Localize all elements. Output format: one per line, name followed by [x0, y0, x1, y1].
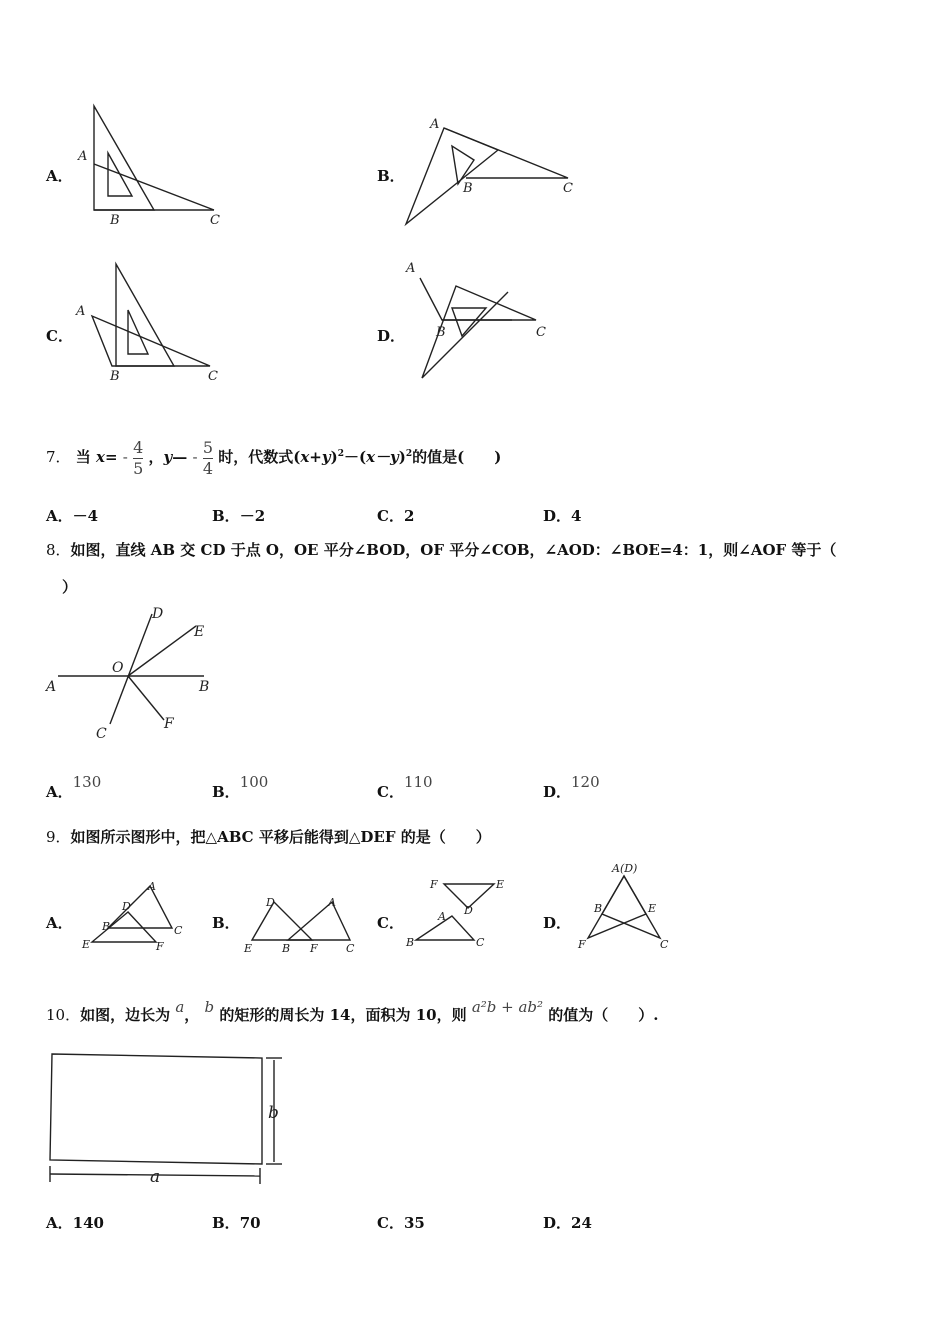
q8-label-a: A [46, 679, 57, 695]
q6-option-b-label[interactable]: B． [377, 167, 405, 185]
q7-y-den: 4 [202, 458, 213, 478]
q10-option-a-value: 140 [72, 1214, 104, 1232]
q7-close2: ) [398, 448, 406, 466]
q7-option-d-label: D． [543, 507, 572, 525]
q9-option-a-label[interactable]: A． [46, 914, 73, 932]
q9c-label-e: E [496, 878, 505, 891]
q9a-label-d: D [122, 900, 131, 913]
q9-option-c-label[interactable]: C． [377, 914, 404, 932]
q6-option-d-label[interactable]: D． [377, 327, 406, 345]
q7-number: 7． [46, 448, 71, 466]
q10-option-c-value: 35 [403, 1214, 425, 1232]
q9b-label-b: B [282, 942, 291, 955]
q7-x-num: 4 [133, 438, 144, 458]
q9-option-c-figure [402, 872, 518, 958]
q9c-label-c: C [476, 936, 485, 949]
q9c-label-b: B [406, 936, 415, 949]
q7-comma: ， [148, 448, 164, 466]
q7-option-a[interactable] [46, 505, 98, 526]
q10-option-d-value: 24 [571, 1214, 592, 1232]
q8-option-c[interactable] [377, 773, 433, 802]
q9-option-d-label[interactable]: D． [543, 914, 572, 932]
q7-option-d[interactable] [543, 505, 581, 526]
q6-option-b-figure [400, 112, 590, 230]
q9-option-a-figure [76, 872, 196, 960]
q10-expr: a²b + ab² [471, 998, 544, 1016]
q6d-label-a: A [406, 261, 416, 276]
q9-text: 如图所示图形中，把△ABC 平移后能得到△DEF 的是（ ） [70, 828, 491, 846]
q6a-label-b: B [110, 213, 120, 228]
q6c-label-b: B [110, 369, 120, 384]
q10-var-b: b [204, 998, 215, 1016]
q9b-label-c: C [346, 942, 355, 955]
q8-label-b: B [199, 679, 210, 695]
q8-option-b-label: B． [212, 783, 240, 801]
q9b-label-a: A [328, 896, 336, 909]
q10-option-a[interactable] [46, 1212, 104, 1233]
q7-option-b-value: －2 [239, 507, 266, 525]
q7-text-mid: 时，代数式( [218, 448, 301, 466]
q8-option-d-label: D． [543, 783, 572, 801]
q9b-label-e: E [244, 942, 253, 955]
q8-option-d[interactable] [543, 773, 600, 802]
q7-close1: ) [330, 448, 338, 466]
q10-option-c[interactable] [377, 1212, 425, 1233]
q9-option-d-figure [574, 858, 674, 952]
q8-line1: 如图，直线 AB 交 CD 于点 O，OE 平分∠BOD，OF 平分∠COB，∠AOD：∠BOE=4：1，则∠AOF 等于（ [70, 541, 837, 559]
q7-x-var: x [96, 448, 105, 466]
q10-stem [46, 1000, 659, 1030]
q6b-label-a: A [430, 117, 440, 132]
q9b-label-d: D [266, 896, 275, 909]
q7-y-num: 5 [202, 438, 213, 458]
q10-fig-label-b: b [268, 1103, 279, 1123]
q6-option-a-figure [70, 98, 230, 230]
q7-x-fraction [133, 438, 143, 477]
q10-option-b-value: 70 [239, 1214, 261, 1232]
q7-expr1: x+y [300, 448, 331, 466]
q9-option-b-figure [240, 890, 364, 958]
q8-label-c: C [96, 726, 107, 742]
q9a-label-a: A [148, 880, 156, 893]
q9b-label-f: F [310, 942, 318, 955]
q6b-label-b: B [463, 181, 473, 196]
q8-option-c-label: C． [377, 783, 404, 801]
q8-label-o: O [112, 660, 124, 676]
q10-number: 10． [46, 1006, 81, 1024]
q9d-label-ad: A(D) [612, 862, 638, 875]
q7-y-fraction [203, 438, 213, 477]
q6-option-c-figure [70, 258, 230, 386]
q7-option-b-label: B． [212, 507, 240, 525]
q7-option-d-value: 4 [571, 507, 582, 525]
q9d-label-e: E [648, 902, 657, 915]
q7-option-c-value: 2 [403, 507, 415, 525]
q8-option-a[interactable] [46, 773, 102, 802]
q9-number: 9． [46, 828, 71, 846]
q8-label-e: E [194, 624, 205, 640]
q9d-label-b: B [594, 902, 603, 915]
q9a-label-c: C [174, 924, 183, 937]
q6-option-c-label[interactable]: C． [46, 327, 73, 345]
q7-x-den: 5 [133, 458, 144, 478]
q9a-label-f: F [156, 940, 164, 953]
q7-eq: = [104, 448, 118, 466]
q9c-label-f: F [430, 878, 438, 891]
q10-option-a-label: A． [46, 1214, 73, 1232]
q6c-label-a: A [76, 304, 86, 319]
q9-option-b-label[interactable]: B． [212, 914, 240, 932]
q7-text-post: 的值是( ) [412, 448, 502, 466]
q7-y-eq: — [172, 448, 188, 466]
q6-option-d-figure [400, 258, 570, 386]
q10-option-b-label: B． [212, 1214, 240, 1232]
q7-sup2: 2 [405, 449, 413, 459]
q8-option-c-value: 110 [403, 773, 433, 791]
q7-y-var: y [163, 448, 173, 466]
q10-option-c-label: C． [377, 1214, 404, 1232]
q10-text-post: 的值为（ ）. [548, 1006, 659, 1024]
q8-stem-line2: ） [62, 578, 78, 596]
q8-label-f: F [164, 716, 174, 732]
q7-expr2: x－y [366, 448, 399, 466]
q6d-label-b: B [436, 325, 446, 340]
q10-option-d-label: D． [543, 1214, 572, 1232]
q9a-label-b: B [102, 920, 111, 933]
q10-var-a: a [175, 998, 185, 1016]
q8-label-d: D [152, 606, 164, 622]
q7-option-b[interactable] [212, 505, 265, 526]
q9d-label-c: C [660, 938, 669, 951]
q6c-label-c: C [208, 369, 218, 384]
q7-x-sign: - [122, 448, 128, 466]
q6b-label-c: C [563, 181, 573, 196]
q8-option-b[interactable] [212, 773, 269, 802]
q7-y-sign: - [192, 448, 198, 466]
q10-rectangle-figure [44, 1048, 294, 1188]
q10-fig-label-a: a [150, 1167, 161, 1187]
q6a-label-c: C [210, 213, 220, 228]
q7-option-a-label: A． [46, 507, 73, 525]
q7-minus: －( [343, 448, 367, 466]
q7-option-a-value: －4 [72, 507, 99, 525]
q10-option-b[interactable] [212, 1212, 261, 1233]
q8-option-b-value: 100 [239, 773, 269, 791]
q10-sep: ， [184, 1006, 200, 1024]
q8-option-d-value: 120 [571, 773, 600, 791]
q6a-label-a: A [78, 149, 88, 164]
q9a-label-e: E [82, 938, 91, 951]
q8-figure [44, 602, 224, 744]
q10-option-d[interactable] [543, 1212, 592, 1233]
q10-text-pre: 如图，边长为 [80, 1006, 171, 1024]
q6-option-a-label[interactable]: A． [46, 167, 73, 185]
q9c-label-d: D [464, 904, 473, 917]
q8-option-a-label: A． [46, 783, 73, 801]
q8-number: 8． [46, 541, 71, 559]
q7-sup1: 2 [337, 449, 344, 459]
q8-option-a-value: 130 [72, 773, 102, 791]
q7-text-pre: 当 [75, 448, 91, 466]
q10-text-mid: 的矩形的周长为 14，面积为 10，则 [219, 1006, 467, 1024]
q9c-label-a: A [438, 910, 446, 923]
q7-option-c-label: C． [377, 507, 404, 525]
q9d-label-f: F [578, 938, 586, 951]
q9-stem [46, 826, 491, 847]
q7-option-c[interactable] [377, 505, 414, 526]
q6d-label-c: C [536, 325, 546, 340]
q7-stem [46, 422, 501, 489]
q8-stem-line1 [46, 539, 836, 560]
